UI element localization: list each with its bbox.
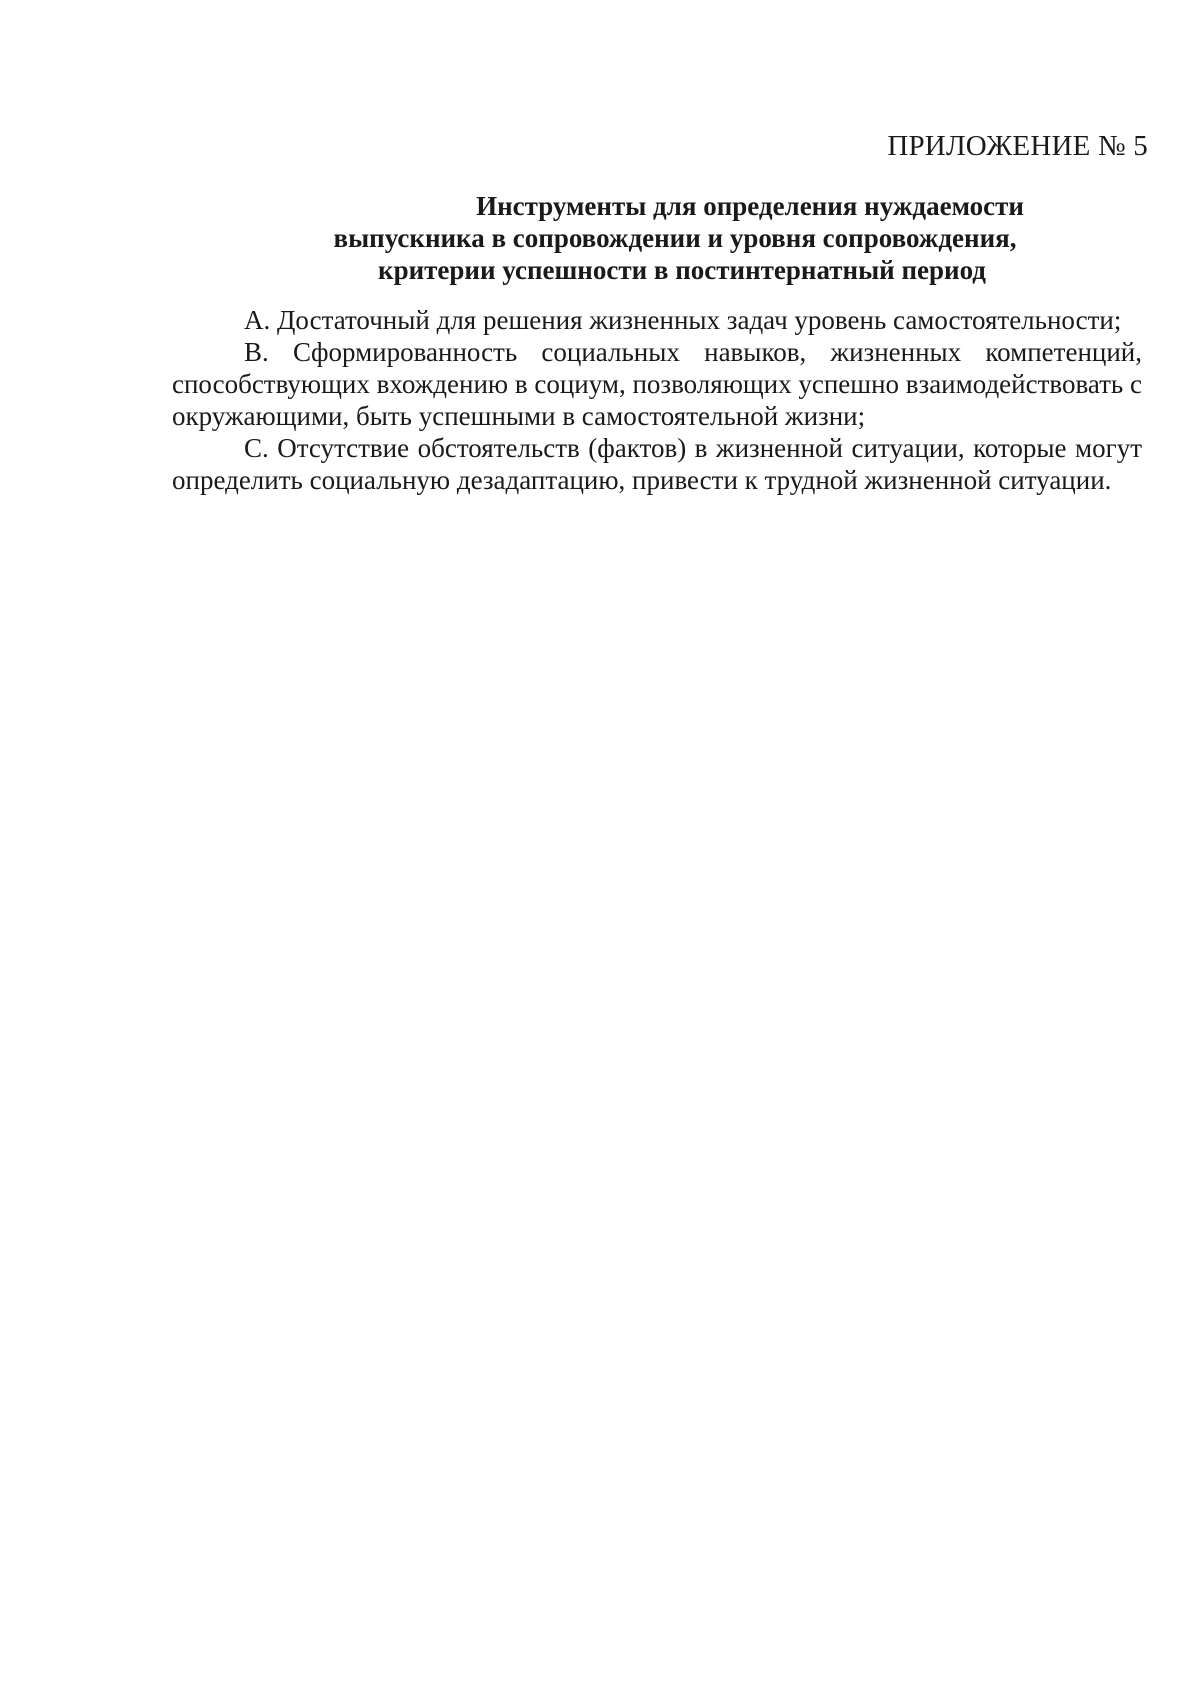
title-line-2: выпускника в сопровождении и уровня сопровождения, <box>333 223 1017 253</box>
title-line-1: Инструменты для определения нуждаемости <box>476 191 1024 221</box>
document-body <box>172 304 1142 496</box>
paragraph-a: А. Достаточный для решения жизненных задач уровень самостоятельности; <box>244 305 1122 335</box>
title-line-3: критерии успешности в постинтернатный период <box>378 255 986 285</box>
appendix-label: ПРИЛОЖЕНИЕ № 5 <box>887 130 1148 162</box>
document-title <box>170 190 1180 286</box>
paragraph-c: С. Отсутствие обстоятельств (фактов) в жизненной ситуации, которые могут определить социальную дезадаптацию, привести к трудной жизненной ситуации. <box>172 433 1142 495</box>
paragraph-b: В. Сформированность социальных навыков, жизненных компетенций, способствующих вхождению в социум, позволяющих успешно взаимодействовать с окружающими, быть успешными в самостоятельной жизни; <box>172 337 1142 431</box>
